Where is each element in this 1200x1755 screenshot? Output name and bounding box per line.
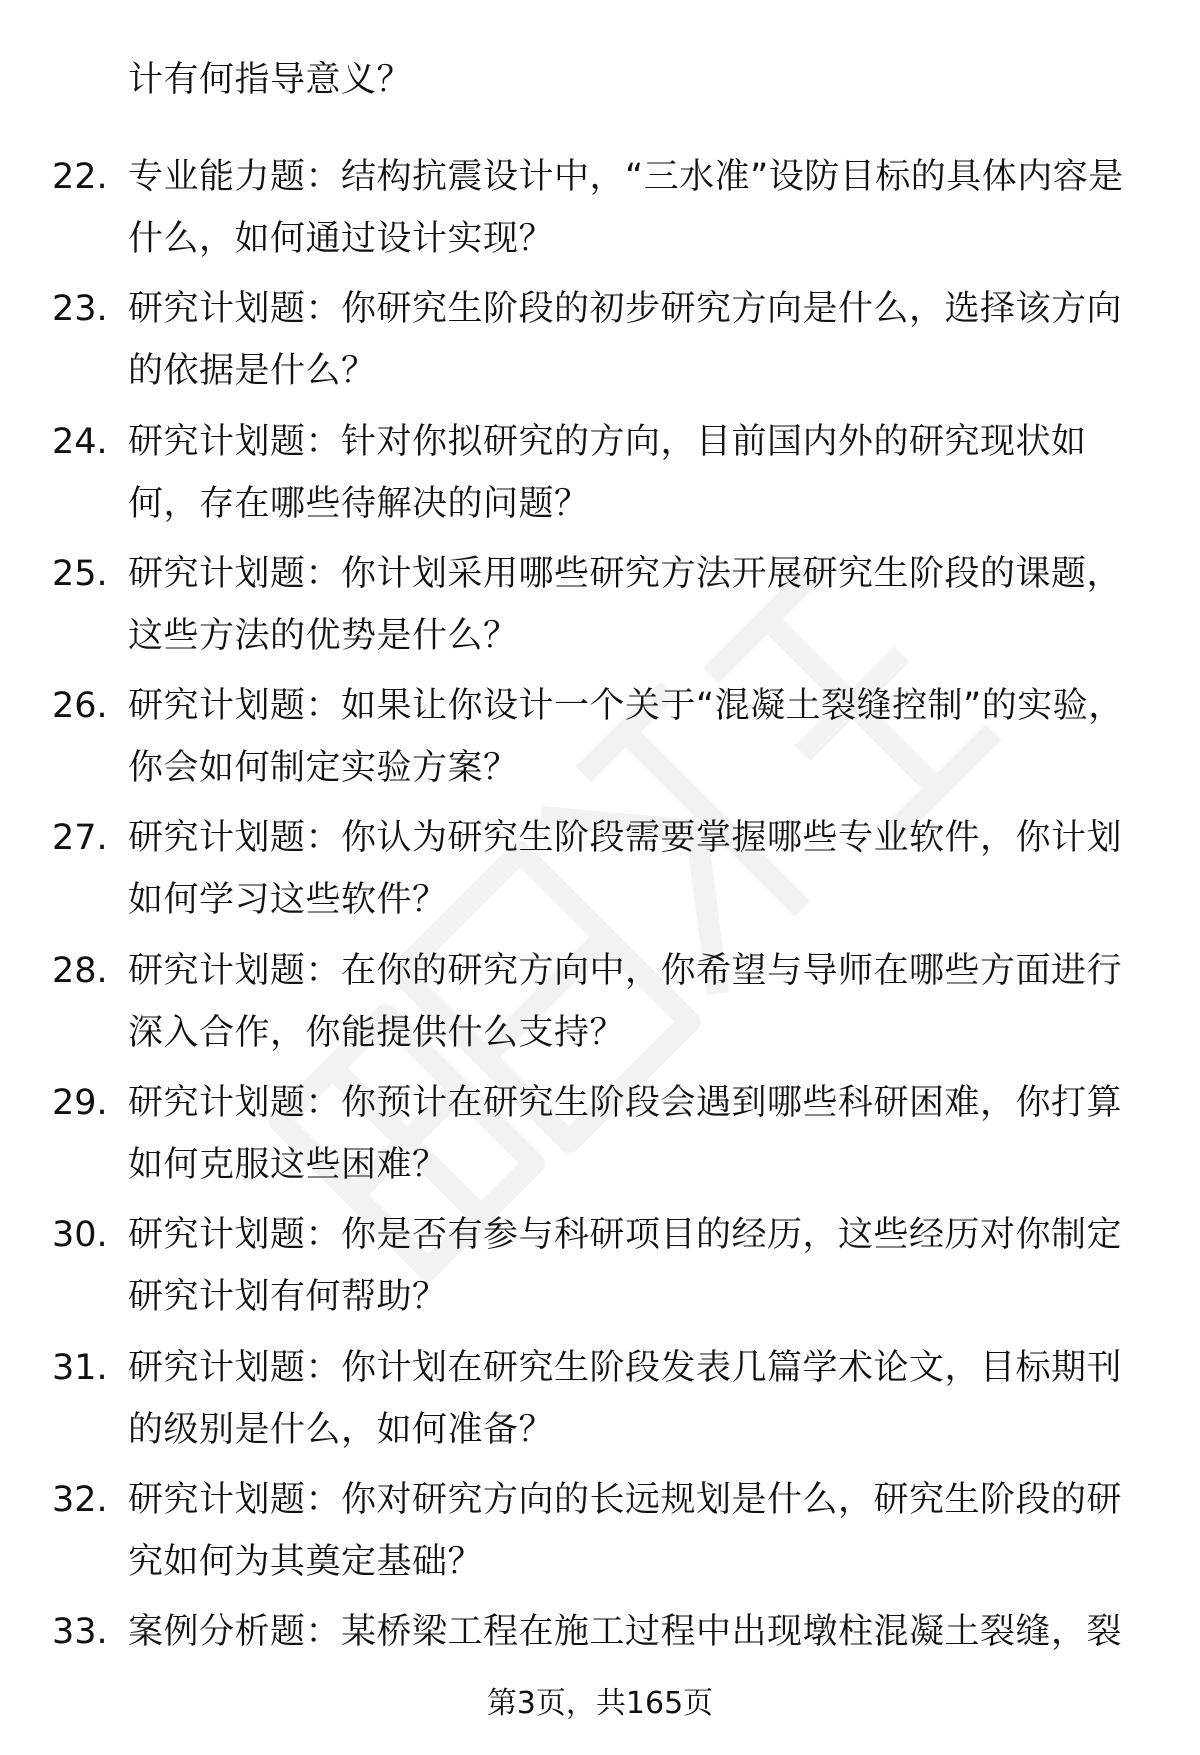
item-number: 31. <box>52 1347 108 1388</box>
question-list <box>52 146 1152 1734</box>
list-item <box>52 543 1152 675</box>
item-text: 研究计划题：你对研究方向的长远规划是什么，研究生阶段的研究如何为其奠定基础？ <box>128 1479 1123 1582</box>
item-number: 22. <box>52 157 108 197</box>
item-text: 研究计划题：如果让你设计一个关于“混凝土裂缝控制”的实验，你会如何制定实验方案？ <box>128 686 1124 789</box>
list-item <box>52 807 1152 939</box>
item-number: 24. <box>52 421 108 462</box>
item-text: 研究计划题：你计划采用哪些研究方法开展研究生阶段的课题，这些方法的优势是什么？ <box>128 553 1123 656</box>
item-number: 32. <box>52 1479 108 1520</box>
list-item <box>52 1469 1152 1601</box>
item-text: 研究计划题：你是否有参与科研项目的经历，这些经历对你制定研究计划有何帮助？ <box>128 1215 1123 1318</box>
list-item <box>52 146 1152 278</box>
item-text: 研究计划题：你研究生阶段的初步研究方向是什么，选择该方向的依据是什么？ <box>128 289 1123 392</box>
page-footer: 第3页，共165页 <box>486 1686 714 1721</box>
continued-question-text: 计有何指导意义？ <box>128 60 413 100</box>
item-number: 33. <box>52 1612 108 1653</box>
item-number: 28. <box>52 950 108 991</box>
item-number: 23. <box>52 289 108 330</box>
item-text: 研究计划题：在你的研究方向中，你希望与导师在哪些方面进行深入合作，你能提供什么支持？ <box>128 950 1123 1053</box>
item-number: 27. <box>52 818 108 859</box>
list-item <box>52 1337 1152 1469</box>
item-number: 26. <box>52 686 108 727</box>
list-item <box>52 675 1152 807</box>
item-number: 25. <box>52 553 108 594</box>
list-item <box>52 1072 1152 1204</box>
list-item <box>52 940 1152 1072</box>
item-text: 研究计划题：你计划在研究生阶段发表几篇学术论文，目标期刊的级别是什么，如何准备？ <box>128 1347 1123 1450</box>
list-item <box>52 411 1152 543</box>
item-text: 研究计划题：你认为研究生阶段需要掌握哪些专业软件，你计划如何学习这些软件？ <box>128 818 1123 921</box>
list-item <box>52 1204 1152 1336</box>
item-text: 专业能力题：结构抗震设计中，“三水准”设防目标的具体内容是什么，如何通过设计实现？ <box>128 157 1124 259</box>
item-text: 研究计划题：针对你拟研究的方向，目前国内外的研究现状如何，存在哪些待解决的问题？ <box>128 421 1087 524</box>
list-item <box>52 278 1152 410</box>
item-number: 30. <box>52 1215 108 1256</box>
item-number: 29. <box>52 1083 108 1124</box>
item-text: 案例分析题：某桥梁工程在施工过程中出现墩柱混凝土裂缝，裂 <box>128 1612 1123 1653</box>
item-text: 研究计划题：你预计在研究生阶段会遇到哪些科研困难，你打算如何克服这些困难？ <box>128 1083 1123 1186</box>
